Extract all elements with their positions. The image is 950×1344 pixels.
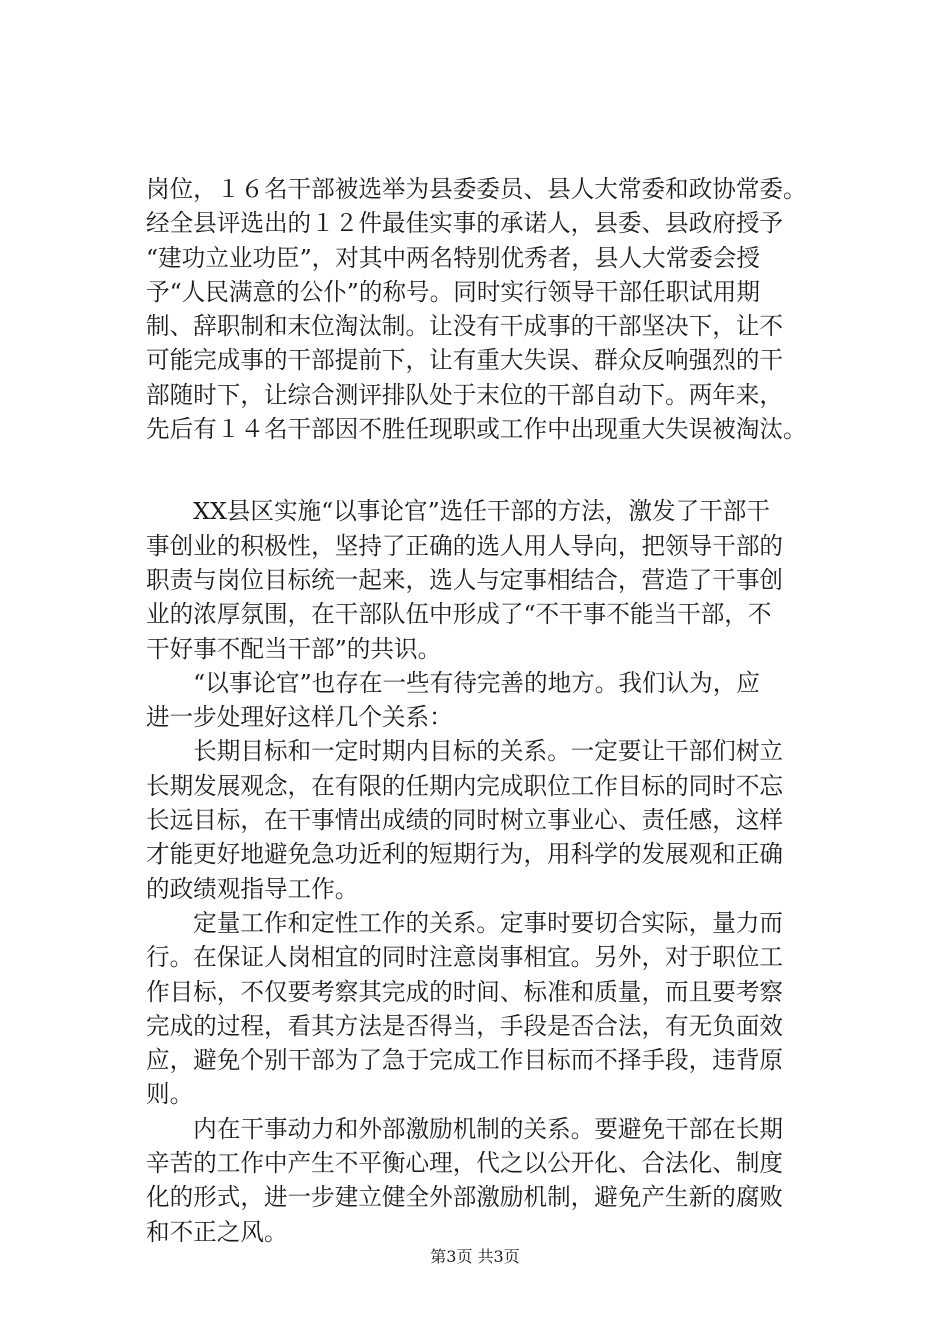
text-line: 化的形式，进一步建立健全外部激励机制，避免产生新的腐败	[146, 1183, 784, 1212]
text-line: 可能完成事的干部提前下，让有重大失误、群众反响强烈的干	[146, 346, 784, 375]
text-line: 职责与岗位目标统一起来，选人与定事相结合，营造了干事创	[146, 565, 784, 594]
text-line: 行。在保证人岗相宜的同时注意岗事相宜。另外，对于职位工	[146, 943, 784, 972]
text-line: 内在干事动力和外部激励机制的关系。要避免干部在长期	[146, 1114, 784, 1143]
document-body	[146, 172, 826, 1249]
text-line: 的政绩观指导工作。	[146, 874, 359, 903]
text-line: XX县区实施“以事论官”选任干部的方法，激发了干部干	[146, 497, 770, 526]
text-line: “建功立业功臣”，对其中两名特别优秀者，县人大常委会授	[146, 243, 760, 272]
text-line: 完成的过程，看其方法是否得当，手段是否合法，有无负面效	[146, 1011, 784, 1040]
paragraph-gap	[146, 446, 826, 494]
text-line: 事创业的积极性，坚持了正确的选人用人导向，把领导干部的	[146, 531, 784, 560]
text-line: 长远目标，在干事情出成绩的同时树立事业心、责任感，这样	[146, 806, 784, 835]
text-line: “以事论官”也存在一些有待完善的地方。我们认为，应	[146, 668, 760, 697]
text-line: 辛苦的工作中产生不平衡心理，代之以公开化、合法化、制度	[146, 1149, 784, 1178]
text-line: 长期目标和一定时期内目标的关系。一定要让干部们树立	[146, 737, 784, 766]
text-line: 长期发展观念，在有限的任期内完成职位工作目标的同时不忘	[146, 771, 784, 800]
text-line: 先后有１４名干部因不胜任现职或工作中出现重大失误被淘汰。	[146, 415, 807, 444]
text-line: 和不正之风。	[146, 1217, 288, 1246]
paragraph-5	[146, 906, 826, 1112]
text-line: 制、辞职制和末位淘汰制。让没有干成事的干部坚决下，让不	[146, 312, 784, 341]
text-line: 部随时下，让综合测评排队处于末位的干部自动下。两年来，	[146, 380, 784, 409]
text-line: 业的浓厚氛围，在干部队伍中形成了“不干事不能当干部，不	[146, 600, 772, 629]
paragraph-6	[146, 1112, 826, 1249]
text-line: 定量工作和定性工作的关系。定事时要切合实际，量力而	[146, 908, 784, 937]
text-line: 经全县评选出的１２件最佳实事的承诺人，县委、县政府授予	[146, 209, 784, 238]
text-line: 则。	[146, 1080, 194, 1109]
text-line: 才能更好地避免急功近利的短期行为，用科学的发展观和正确	[146, 840, 784, 869]
text-line: 干好事不配当干部”的共识。	[146, 634, 442, 663]
text-line: 作目标，不仅要考察其完成的时间、标准和质量，而且要考察	[146, 977, 784, 1006]
text-line: 进一步处理好这样几个关系：	[146, 703, 453, 732]
paragraph-3	[146, 666, 826, 735]
text-line: 予“人民满意的公仆”的称号。同时实行领导干部任职试用期	[146, 277, 760, 306]
paragraph-2	[146, 494, 826, 665]
paragraph-4	[146, 734, 826, 905]
text-line: 岗位，１６名干部被选举为县委委员、县人大常委和政协常委。	[146, 175, 807, 203]
page-footer: 第3页 共3页	[430, 1247, 520, 1266]
text-line: 应，避免个别干部为了急于完成工作目标而不择手段，违背原	[146, 1046, 784, 1075]
paragraph-1	[146, 172, 826, 446]
